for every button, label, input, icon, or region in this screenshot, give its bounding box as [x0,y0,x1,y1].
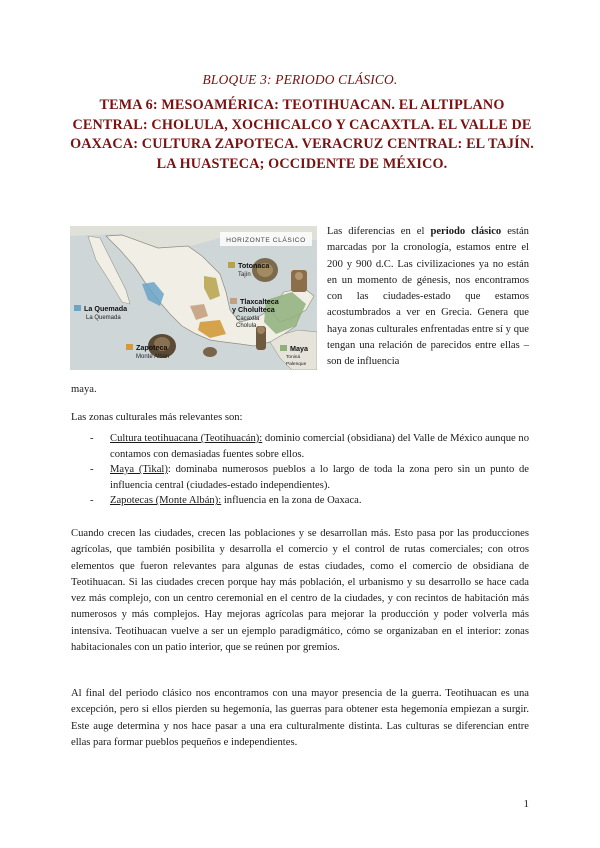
label-totonaca: Totonaca [238,261,270,270]
zones-list [90,431,529,509]
map-title: HORIZONTE CLÁSICO [226,237,306,244]
intro-paragraph [327,224,529,371]
label-cholulteca: y Cholulteca [232,305,275,314]
label-tajin: Tajín [238,272,251,278]
list-item [90,462,529,493]
intro-text-start: Las diferencias en el [327,226,431,237]
block-heading: BLOQUE 3: PERIODO CLÁSICO. [202,72,398,87]
page-number: 1 [523,798,529,810]
label-palenque: Palenque [286,362,307,367]
label-cholula: Cholula [236,323,257,329]
zone-description: influencia en la zona de Oaxaca. [221,495,362,507]
label-maya: Maya [290,344,308,353]
label-la-quemada-site: La Quemada [86,315,121,321]
maya-artifact-detail [257,326,265,334]
label-la-quemada: La Quemada [84,304,128,313]
label-tonina: Toniná [286,355,301,360]
zone-name: Cultura teotihuacana (Teotihuacán): [110,433,263,444]
zone-description: dominio comercial (obsidiana) del Valle de México aunque no contamos con demasiadas fuentes sobre ellos. [110,433,529,460]
zone-description: : dominaba numerosos pueblos a lo largo de toda la zona pero sin un punto de influencia central (ciudades-estado independientes). [110,464,529,491]
intro-bold-term: periodo clásico [430,226,502,237]
zapoteca-swatch [126,344,133,350]
zone-name: Maya (Tikal) [110,464,168,476]
tlaxcalteca-artifact-detail [295,272,303,280]
paragraph-war: Al final del periodo clásico nos encontramos con una mayor presencia de la guerra. Teotihuacan es una excepción, pero si ellos pierden su hegemonía, las guerras para obtener esta hegemonía empiezan a surgir. Este auge determina y nos hace pasar a una era culturalmente distinta. Las culturas se diferencian entre ellas para formar pueblos pequeños e independientes. [71,688,529,748]
label-zapoteca: Zapoteca [136,343,168,352]
topic-title: TEMA 6: MESOAMÉRICA: TEOTIHUACAN. EL ALTIPLANO CENTRAL: CHOLULA, XOCHICALCO Y CACAXTLA. EL VALLE DE OAXACA: CULTURA ZAPOTECA. VERACRUZ CENTRAL: EL TAJÍN. LA HUASTECA; OCCIDENTE DE MÉXICO. [70,97,534,172]
list-dash: - [90,495,94,507]
label-tlaxcalteca: Tlaxcalteca [240,297,279,306]
label-monte-alban: Monte Albán [136,354,170,360]
map-illustration [70,226,317,370]
list-item [90,431,529,462]
classic-horizon-map [70,226,317,370]
label-cacaxtla: Cacaxtla [236,316,260,322]
zone-name: Zapotecas (Monte Albán): [110,495,222,507]
intro-text-rest: están marcadas por la cronología, estamos entre el 200 y 900 d.C. Las civilizaciones ya no están en un momento de génesis, nos encontramos con las ciudades-estado que estamos acostumbrados a ver en Grecia. Genera que haya zonas culturales enfrentadas entre sí y que tengan una relación de parecidos entre ellas – son de influencia [327,226,529,368]
intro-tail: maya. [71,384,97,395]
list-dash: - [90,464,94,476]
totonaca-swatch [228,262,235,268]
list-item [90,493,529,509]
list-dash: - [90,433,94,444]
la-quemada-swatch [74,305,81,311]
zones-title: Las zonas culturales más relevantes son: [71,412,243,423]
vessel-artifact [203,347,217,357]
paragraph-cities: Cuando crecen las ciudades, crecen las poblaciones y se desarrollan más. Esto pasa por las producciones agrícolas, que también posibilita y desarrolla el comercio y el control de rutas comerciales; con otros elementos que fueron relevantes para algunas de estas ciudades, como el comercio de obsidiana de Teotihuacan. Si las ciudades crecen porque hay más población, el urbanismo y su desarrollo se hace cada vez más complejo, con un centro ceremonial en el centro de la ciudades, y con recintos de habitación más numerosos y más complejos. Hay mejoras agrícolas para mejorar la producción y poder volverla más intensiva. Teotihuacan vuelve a ser un ejemplo paradigmático, cómo se organizaban en el interior: zonas habitacionales con un patio interior, que se reúnen por gremios. [71,528,529,654]
tlaxcalteca-swatch [230,298,237,304]
maya-swatch [280,345,287,351]
